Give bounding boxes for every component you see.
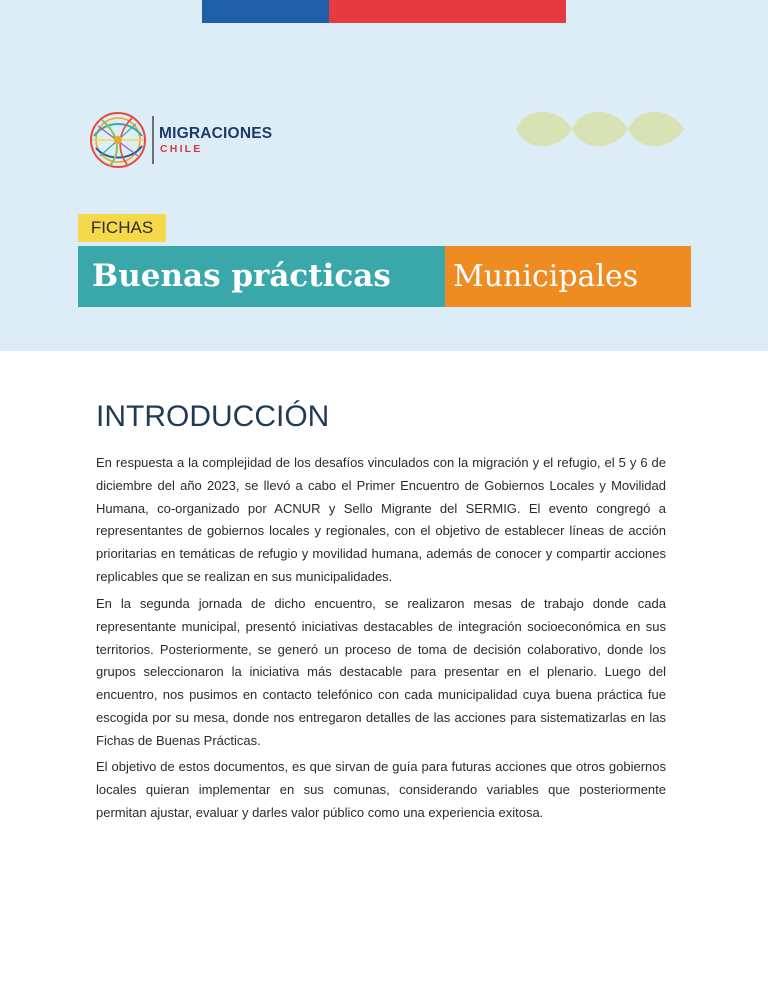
title-municipales: Municipales	[445, 246, 691, 307]
title-buenas-practicas: Buenas prácticas	[78, 246, 445, 307]
leaf-chain-icon	[516, 104, 692, 154]
intro-heading: INTRODUCCIÓN	[96, 400, 330, 433]
flag-stripe-blue	[202, 0, 329, 23]
intro-paragraph-1: En respuesta a la complejidad de los desafíos vinculados con la migración y el refugio, el 5 y 6 de diciembre del año 2023, se llevó a cabo el Primer Encuentro de Gobiernos Locales y Movilidad Humana, co-organizado por ACNUR y Sello Migrante del SERMIG. El evento congregó a representantes de gobiernos locales y regionales, con el objetivo de establecer líneas de acción prioritarias en temáticas de refugio y movilidad humana, además de conocer y compartir acciones replicables que se realizan en sus municipalidades.	[96, 455, 666, 584]
logo-text-migraciones: MIGRACIONES	[159, 125, 273, 142]
intro-paragraph-2: En la segunda jornada de dicho encuentro, se realizaron mesas de trabajo donde cada representante municipal, presentó iniciativas destacables de integración socioeconómica en sus territorios. Posteriormente, se generó un proceso de toma de decisión colaborativo, donde los grupos seleccionaron la iniciativa más destacable para presentar en el plenario. Luego del encuentro, nos pusimos en contacto telefónico con cada municipalidad cuya buena práctica fue escogida por su mesa, donde nos entregaron detalles de las acciones para sistematizarlas en las Fichas de Buenas Prácticas.	[96, 596, 666, 748]
flag-stripe-red	[329, 0, 566, 23]
logo-text-chile: CHILE	[160, 143, 203, 155]
globe-network-icon	[88, 110, 148, 170]
fichas-tag: FICHAS	[78, 214, 166, 242]
logo-divider	[152, 116, 154, 164]
migraciones-chile-logo	[88, 110, 288, 170]
intro-paragraph-3: El objetivo de estos documentos, es que sirvan de guía para futuras acciones que otros gobiernos locales quieran implementar en sus comunas, considerando variables que posteriormente permitan ajustar, evaluar y darles valor público como una experiencia exitosa.	[96, 759, 666, 820]
